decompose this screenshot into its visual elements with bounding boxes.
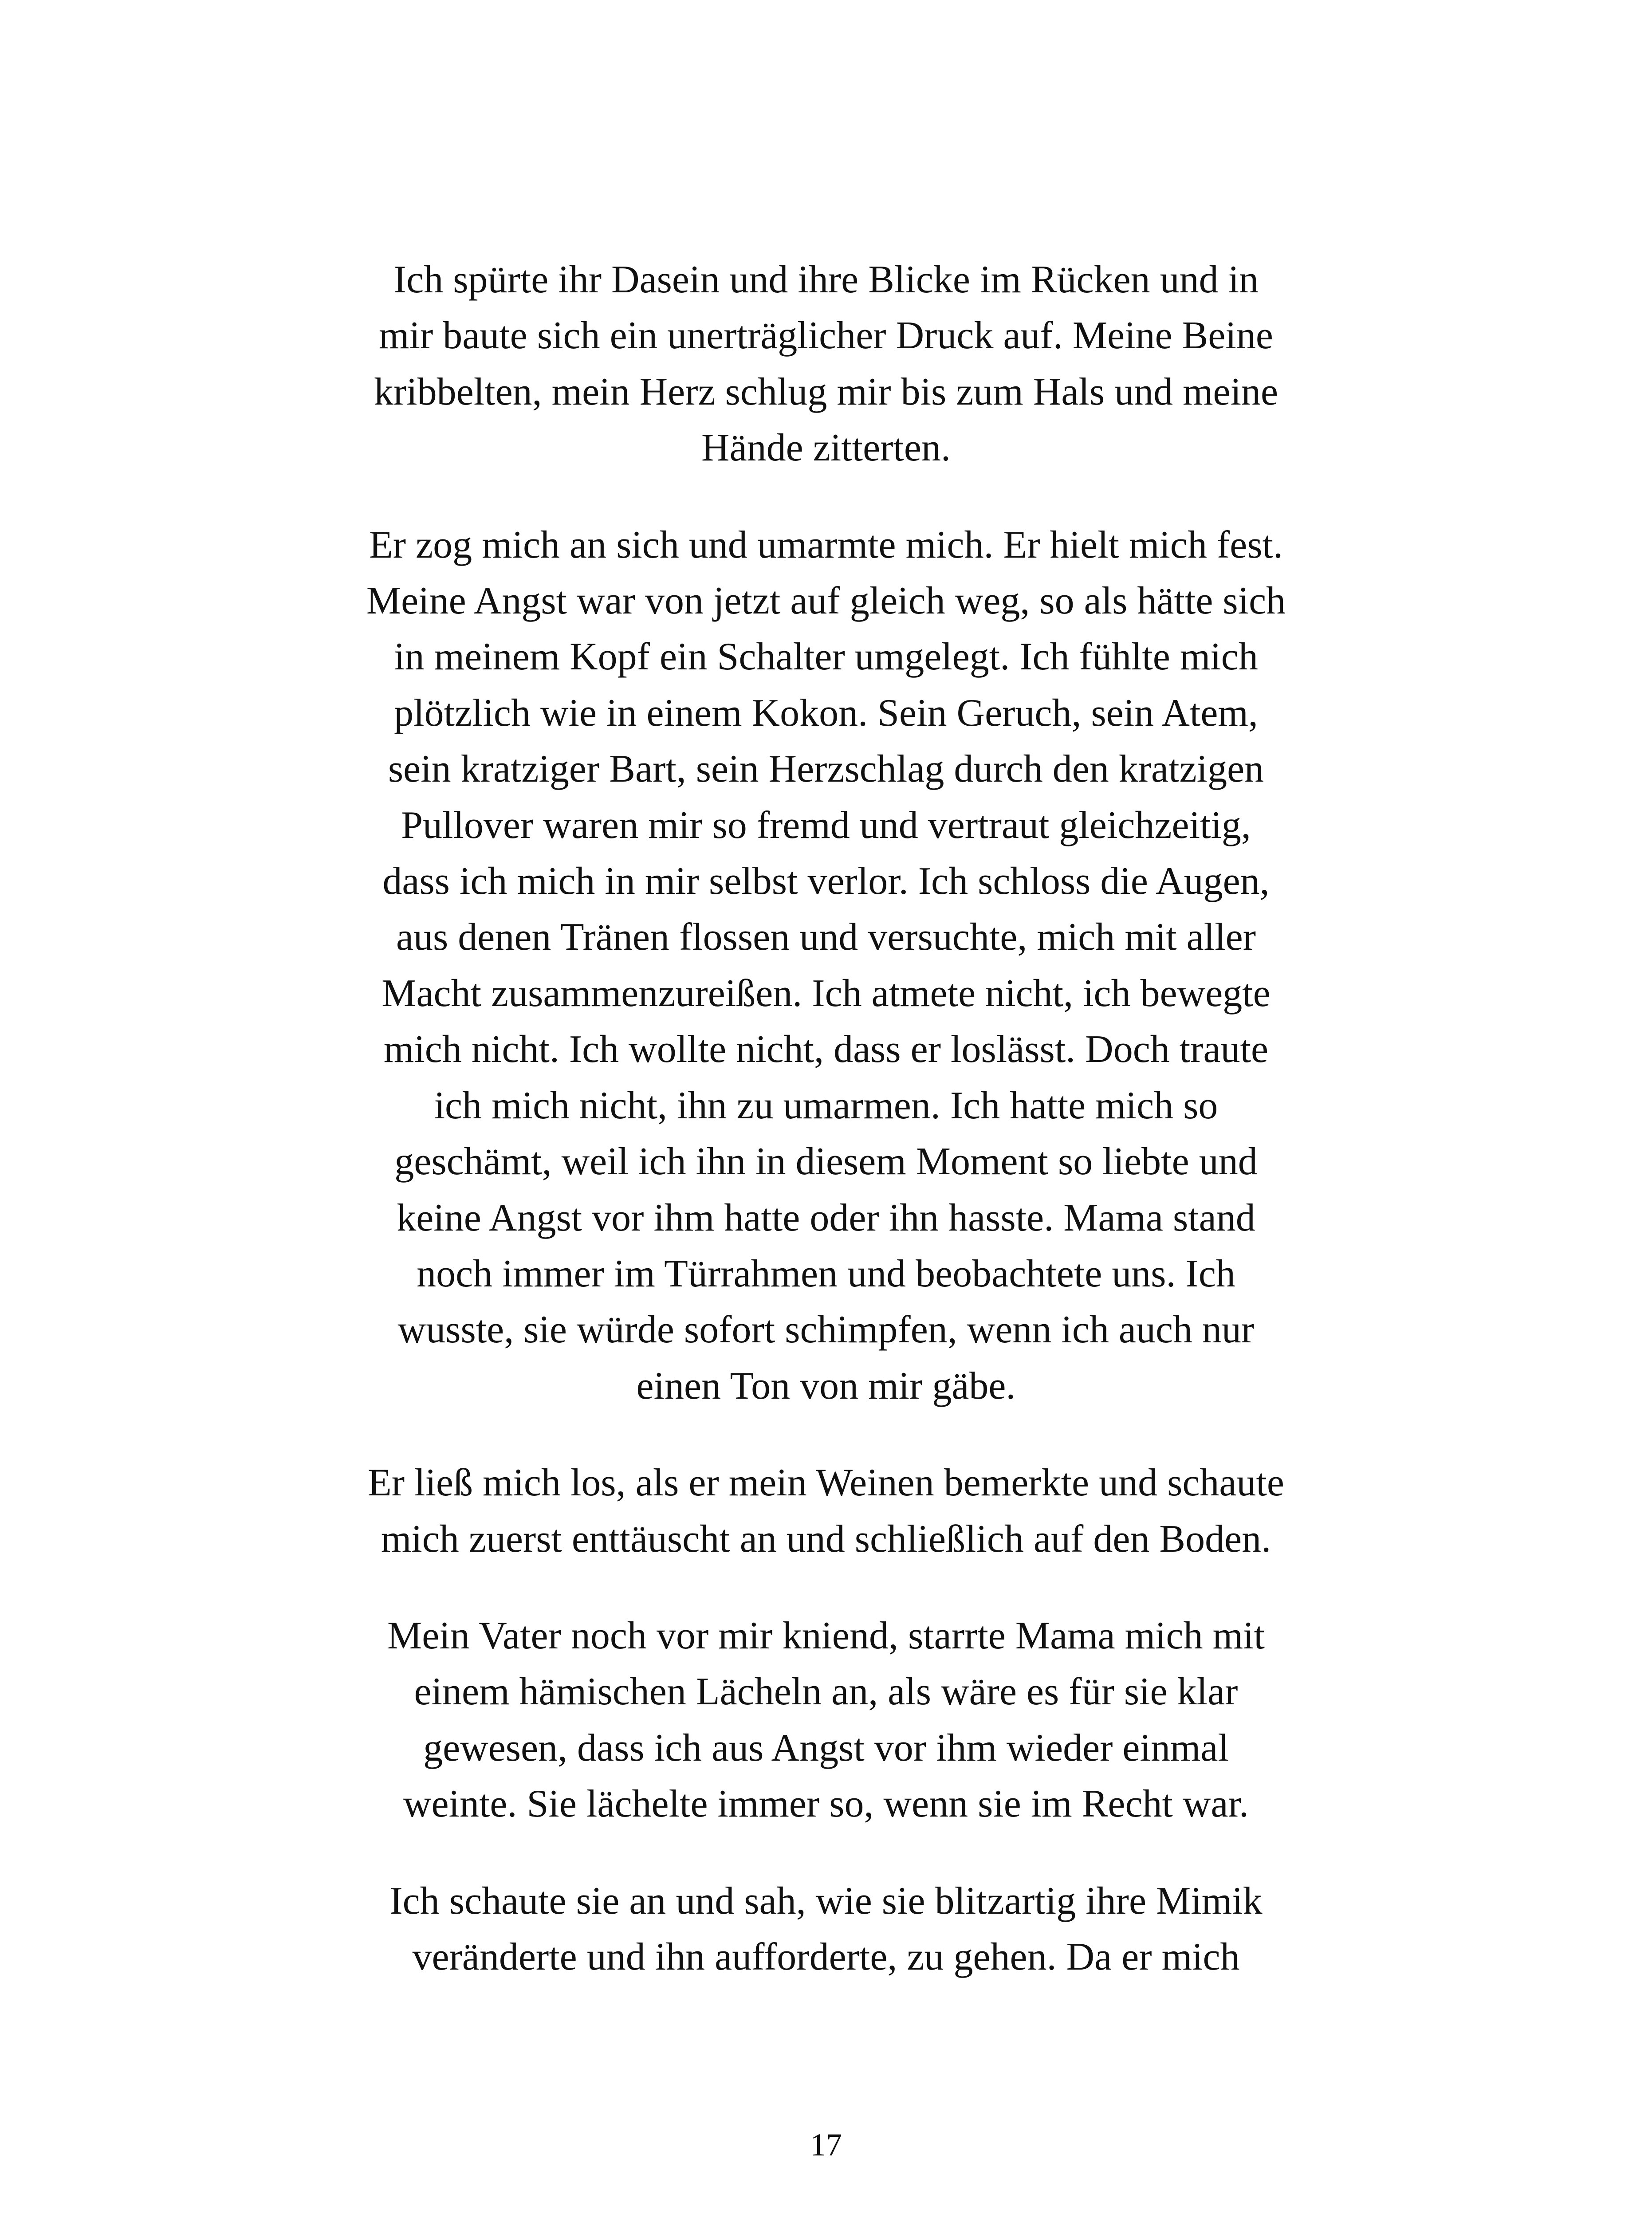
paragraph: Er zog mich an sich und umarmte mich. Er hielt mich fest. Meine Angst war von jetzt auf gleich weg, so als hätte sich in meinem Kopf ein Schalter umgelegt. Ich fühlte mich plötzlich wie in einem Kokon. Sein Geruch, sein Atem, sein kratziger Bart, sein Herzschlag durch den kratzigen Pullover waren mir so fremd und vertraut gleichzeitig, dass ich mich in mir selbst verlor. Ich schloss die Augen, aus denen Tränen flossen und versuchte, mich mit aller Macht zusammenzureißen. Ich atmete nicht, ich bewegte mich nicht. Ich wollte nicht, dass er loslässt. Doch traute ich mich nicht, ihn zu umarmen. Ich hatte mich so geschämt, weil ich ihn in diesem Moment so liebte und keine Angst vor ihm hatte oder ihn hasste. Mama stand noch immer im Türrahmen und beobachtete uns. Ich wusste, sie würde sofort schimpfen, wenn ich auch nur einen Ton von mir gäbe. bbox=[366, 523, 1286, 1408]
paragraph: Ich spürte ihr Dasein und ihre Blicke im Rücken und in mir baute sich ein unerträglicher Druck auf. Meine Beine kribbelten, mein Herz schlug mir bis zum Hals und meine Hände zitterten. bbox=[374, 258, 1278, 470]
paragraph: Er ließ mich los, als er mein Weinen bemerkte und schaute mich zuerst enttäuscht an und schließlich auf den Boden. bbox=[368, 1461, 1284, 1561]
page-number: 17 bbox=[810, 2127, 842, 2163]
paragraph: Ich schaute sie an und sah, wie sie blitzartig ihre Mimik veränderte und ihn aufforderte, zu gehen. Da er mich bbox=[389, 1879, 1263, 1978]
paragraph: Mein Vater noch vor mir kniend, starrte Mama mich mit einem hämischen Lächeln an, als wäre es für sie klar gewesen, dass ich aus Angst vor ihm wieder einmal weinte. Sie lächelte immer so, wenn sie im Recht war. bbox=[387, 1614, 1265, 1826]
body-text bbox=[333, 252, 1319, 2026]
